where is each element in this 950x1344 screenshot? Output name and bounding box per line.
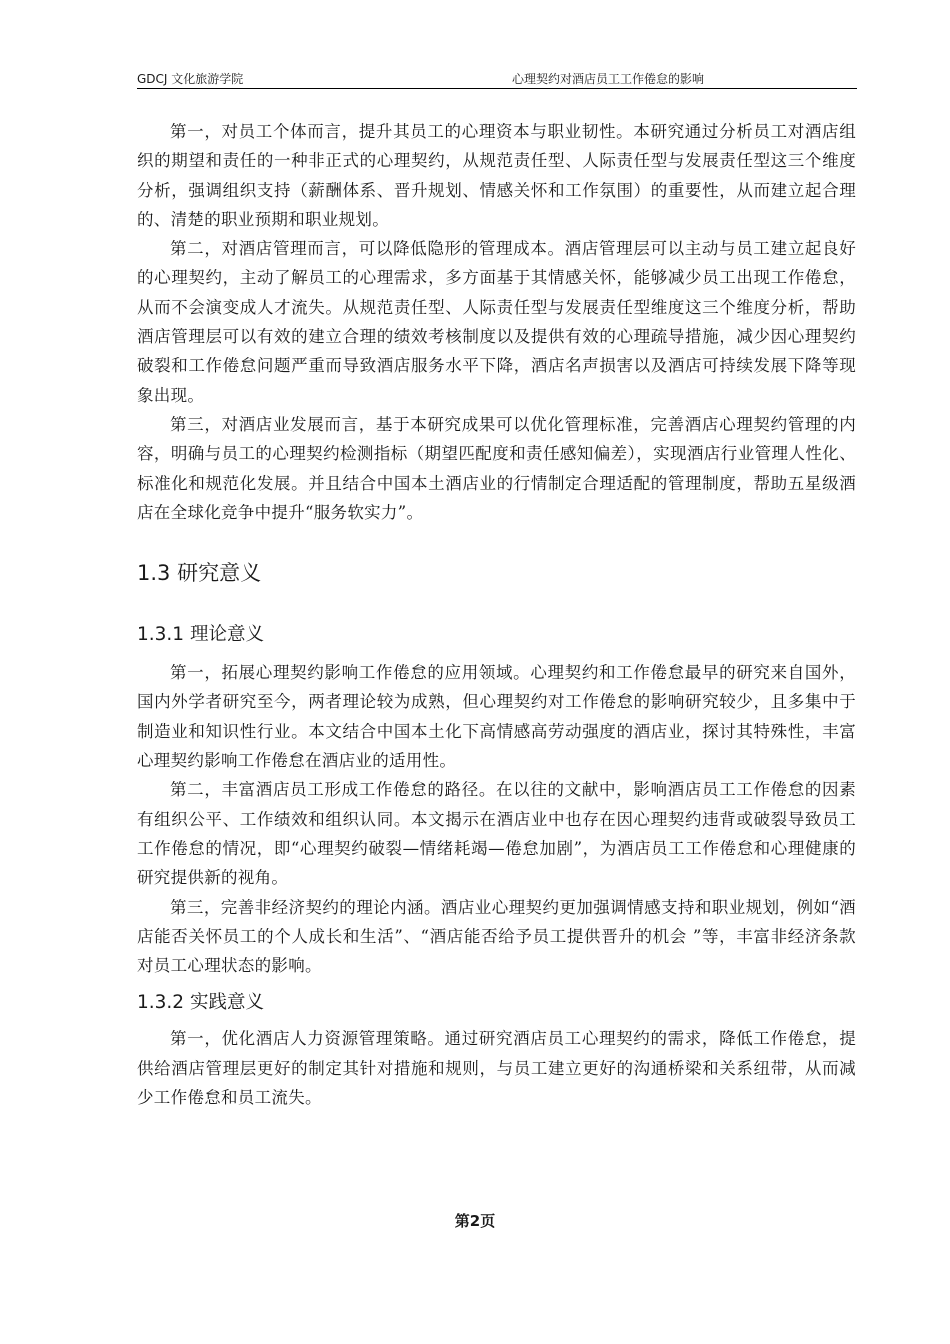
section-heading-research-significance: 1.3 研究意义 [137, 561, 262, 586]
header-institution: GDCJ 文化旅游学院 [137, 72, 244, 86]
theory-paragraph-1: 第一，拓展心理契约影响工作倦怠的应用领域。心理契约和工作倦怠最早的研究来自国外，国内外学者研究至今，两者理论较为成熟，但心理契约对工作倦怠的影响研究较少，且多集中于制造业和知识性行业。本文结合中国本土化下高情感高劳动强度的酒店业，探讨其特殊性，丰富心理契约影响工作倦怠在酒店业的适用性。 [137, 663, 856, 771]
intro-paragraph-2: 第二，对酒店管理而言，可以降低隐形的管理成本。酒店管理层可以主动与员工建立起良好的心理契约，主动了解员工的心理需求，多方面基于其情感关怀，能够减少员工出现工作倦怠，从而不会演变成人才流失。从规范责任型、人际责任型与发展责任型维度这三个维度分析，帮助酒店管理层可以有效的建立合理的绩效考核制度以及提供有效的心理疏导措施，减少因心理契约破裂和工作倦怠问题严重而导致酒店服务水平下降，酒店名声损害以及酒店可持续发展下降等现象出现。 [137, 239, 856, 405]
page-number: 第2页 [454, 1212, 496, 1230]
intro-paragraph-1: 第一，对员工个体而言，提升其员工的心理资本与职业韧性。本研究通过分析员工对酒店组织的期望和责任的一种非正式的心理契约，从规范责任型、人际责任型与发展责任型这三个维度分析，强调组织支持（薪酬体系、晋升规划、情感关怀和工作氛围）的重要性，从而建立起合理的、清楚的职业预期和职业规划。 [137, 122, 856, 229]
theory-paragraph-3: 第三，完善非经济契约的理论内涵。酒店业心理契约更加强调情感支持和职业规划，例如“酒店能否关怀员工的个人成长和生活”、“酒店能否给予员工提供晋升的机会 ”等，丰富非经济条款对员工心理状态的影响。 [137, 897, 856, 976]
page-body [137, 117, 856, 1112]
intro-paragraph-3: 第三，对酒店业发展而言，基于本研究成果可以优化管理标准，完善酒店心理契约管理的内容，明确与员工的心理契约检测指标（期望匹配度和责任感知偏差），实现酒店行业管理人性化、标准化和规范化发展。并且结合中国本土酒店业的行情制定合理适配的管理制度，帮助五星级酒店在全球化竞争中提升“服务软实力”。 [137, 414, 856, 522]
theory-paragraph-2: 第二，丰富酒店员工形成工作倦怠的路径。在以往的文献中，影响酒店员工工作倦怠的因素有组织公平、工作绩效和组织认同。本文揭示在酒店业中也存在因心理契约违背或破裂导致员工工作倦怠的情况，即“心理契约破裂—情绪耗竭—倦怠加剧”，为酒店员工工作倦怠和心理健康的研究提供新的视角。 [137, 780, 856, 888]
subsection-heading-theoretical-significance: 1.3.1 理论意义 [137, 624, 264, 646]
page-header [137, 70, 857, 90]
header-document-title: 心理契约对酒店员工工作倦怠的影响 [512, 72, 705, 86]
practice-paragraph-1: 第一，优化酒店人力资源管理策略。通过研究酒店员工心理契约的需求，降低工作倦怠，提供给酒店管理层更好的制定其针对措施和规则，与员工建立更好的沟通桥梁和关系纽带，从而减少工作倦怠和员工流失。 [137, 1029, 856, 1108]
header-divider [137, 88, 857, 89]
subsection-heading-practical-significance: 1.3.2 实践意义 [137, 992, 264, 1014]
